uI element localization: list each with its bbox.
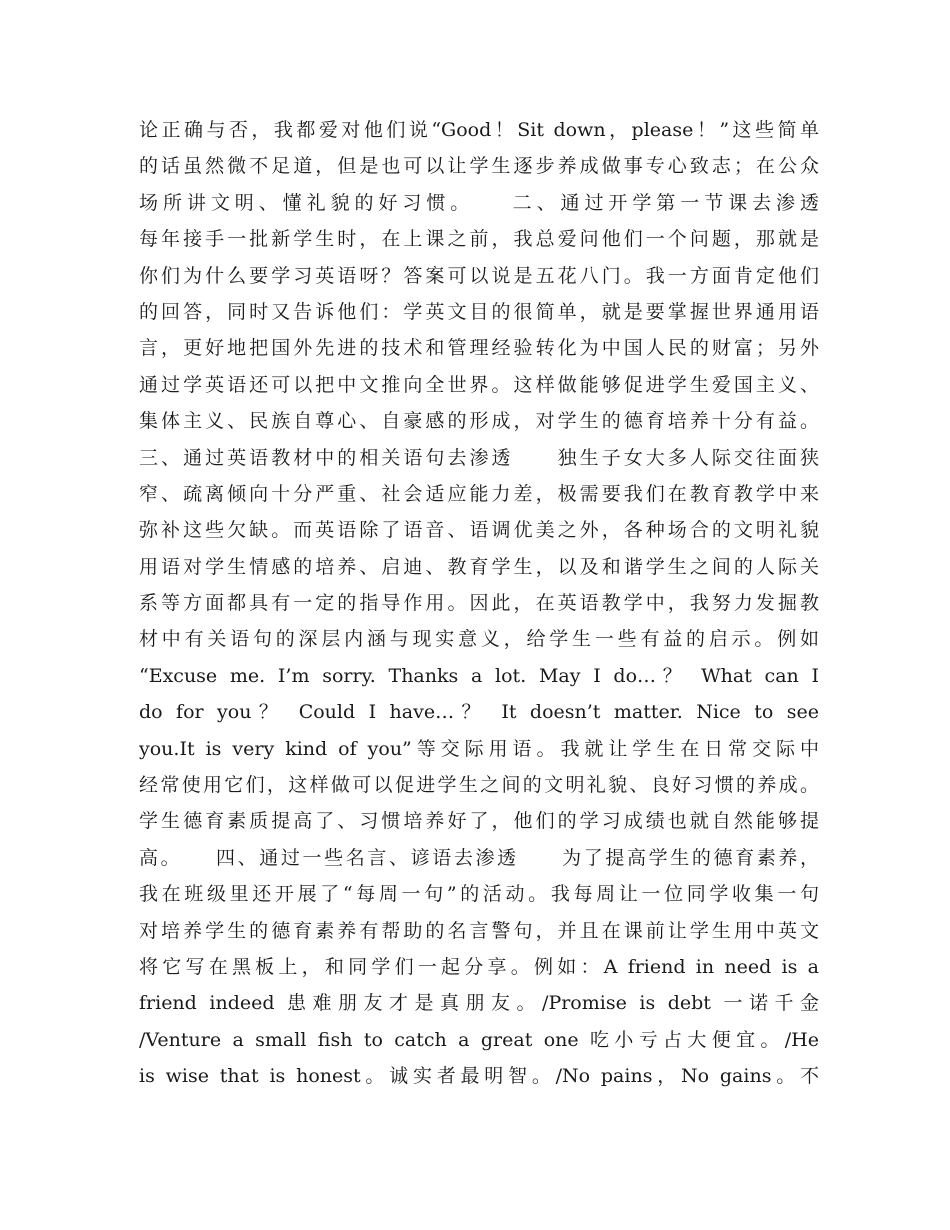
text-line: 的回答，同时又告诉他们：学英文目的很简单，就是要掌握世界通用语 bbox=[139, 300, 819, 323]
text-line: 的话虽然微不足道，但是也可以让学生逐步养成做事专心致志；在公众 bbox=[139, 155, 819, 178]
text-line: 用语对学生情感的培养、启迪、教育学生，以及和谐学生之间的人际关 bbox=[139, 555, 819, 578]
text-line: 三、通过英语教材中的相关语句去渗透 独生子女大多人际交往面狭 bbox=[139, 446, 819, 469]
text-line: 高。 四、通过一些名言、谚语去渗透 为了提高学生的德育素养， bbox=[139, 846, 819, 869]
text-line: do for you？ Could I have…？ It doesn’t matter. Nice to see bbox=[139, 701, 819, 724]
body-text bbox=[139, 112, 819, 1095]
text-line: 弥补这些欠缺。而英语除了语音、语调优美之外，各种场合的文明礼貌 bbox=[139, 519, 819, 542]
text-line: 通过学英语还可以把中文推向全世界。这样做能够促进学生爱国主义、 bbox=[139, 373, 819, 396]
text-line: 每年接手一批新学生时，在上课之前，我总爱问他们一个问题，那就是 bbox=[139, 228, 819, 251]
text-line: 言，更好地把国外先进的技术和管理经验转化为中国人民的财富；另外 bbox=[139, 337, 819, 360]
text-line: 对培养学生的德育素养有帮助的名言警句，并且在课前让学生用中英文 bbox=[139, 919, 819, 942]
text-line: 将它写在黑板上，和同学们一起分享。例如：A friend in need is a bbox=[139, 955, 819, 978]
text-line: 我在班级里还开展了“每周一句”的活动。我每周让一位同学收集一句 bbox=[139, 883, 819, 906]
text-line: “Excuse me. I’m sorry. Thanks a lot. May I do…？ What can I bbox=[139, 664, 819, 687]
text-line: 系等方面都具有一定的指导作用。因此，在英语教学中，我努力发掘教 bbox=[139, 592, 819, 615]
text-line: is wise that is honest。诚实者最明智。/No pains，No gains。不 bbox=[139, 1065, 819, 1088]
text-line: 材中有关语句的深层内涵与现实意义，给学生一些有益的启示。例如 bbox=[139, 628, 819, 651]
text-line: 你们为什么要学习英语呀？答案可以说是五花八门。我一方面肯定他们 bbox=[139, 264, 819, 287]
text-line: you.It is very kind of you”等交际用语。我就让学生在日常交际中 bbox=[139, 737, 819, 760]
text-line: 学生德育素质提高了、习惯培养好了，他们的学习成绩也就自然能够提 bbox=[139, 810, 819, 833]
text-line: 窄、疏离倾向十分严重、社会适应能力差，极需要我们在教育教学中来 bbox=[139, 482, 819, 505]
text-line: friend indeed 患难朋友才是真朋友。/Promise is debt 一诺千金 bbox=[139, 992, 819, 1015]
text-line: 场所讲文明、懂礼貌的好习惯。 二、通过开学第一节课去渗透 bbox=[139, 191, 819, 214]
text-line: 集体主义、民族自尊心、自豪感的形成，对学生的德育培养十分有益。 bbox=[139, 410, 819, 433]
text-line: /Venture a small fish to catch a great one 吃小亏占大便宜。/He bbox=[139, 1028, 819, 1051]
text-line: 经常使用它们，这样做可以促进学生之间的文明礼貌、良好习惯的养成。 bbox=[139, 774, 819, 797]
text-line: 论正确与否，我都爱对他们说“Good！Sit down，please！”这些简单 bbox=[139, 119, 819, 141]
